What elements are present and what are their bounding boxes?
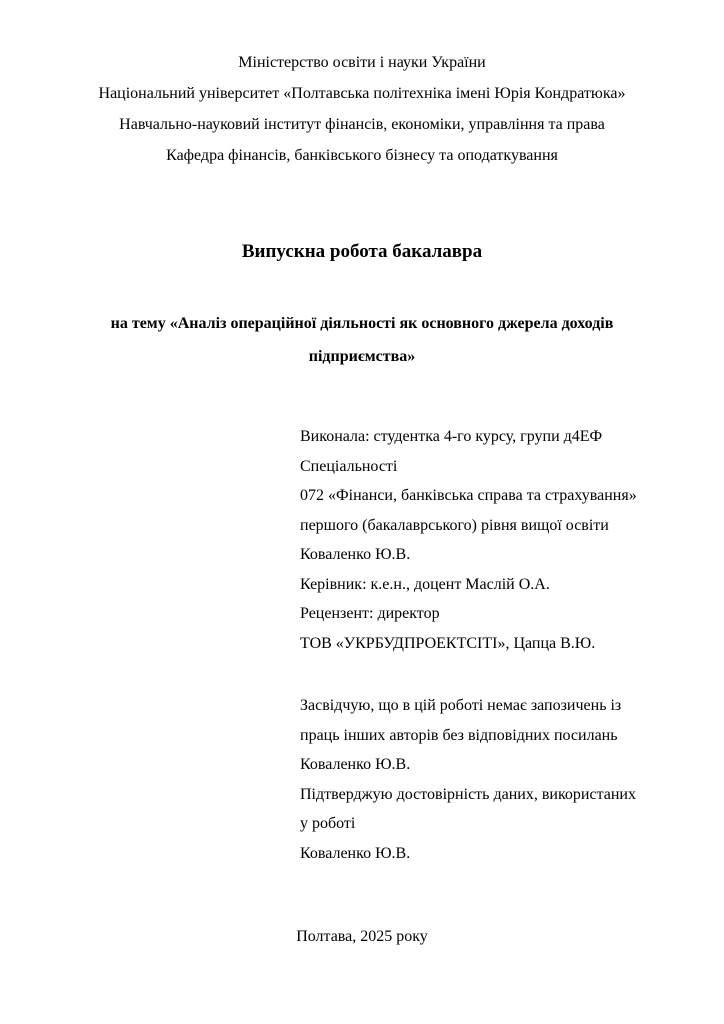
specialty-code-line: 072 «Фінанси, банківська справа та страхування» (300, 487, 637, 504)
data-accuracy-line-1: Підтверджую достовірність даних, використаних (300, 785, 636, 803)
reviewer-company-line: ТОВ «УКРБУДПРОЕКТСІТІ», Цапца В.Ю. (300, 634, 596, 652)
no-plagiarism-line-1: Засвідчую, що в цій роботі немає запозичень із (300, 697, 622, 714)
subtitle-line-1: на тему «Аналіз операційної діяльності як основного джерела доходів (110, 315, 614, 332)
department-line: Кафедра фінансів, банківського бізнесу та оподаткування (166, 147, 558, 164)
signature-name-line-1: Коваленко Ю.В. (300, 756, 411, 773)
education-level-line: першого (бакалаврського) рівня вищої освіти (300, 516, 609, 534)
document-footer (0, 927, 724, 947)
data-accuracy-line-2: у роботі (300, 815, 356, 832)
performer-block (300, 422, 680, 658)
city-year-line: Полтава, 2025 року (296, 928, 428, 945)
student-name-line: Коваленко Ю.В. (300, 546, 411, 563)
document-subtitle (0, 307, 724, 373)
university-line: Національний університет «Полтавська політехніка імені Юрія Кондратюка» (98, 85, 626, 102)
document-title: Випускна робота бакалавра (241, 241, 483, 262)
specialty-label-line: Спеціальності (300, 457, 398, 475)
document-header (0, 0, 724, 171)
signature-name-line-2: Коваленко Ю.В. (300, 844, 411, 862)
performer-line: Виконала: студентка 4-го курсу, групи д4ЕФ (300, 428, 603, 445)
institute-line: Навчально-науковий інститут фінансів, економіки, управління та права (119, 116, 605, 133)
supervisor-line: Керівник: к.е.н., доцент Маслій О.А. (300, 575, 550, 593)
reviewer-line: Рецензент: директор (300, 605, 440, 622)
ministry-line: Міністерство освіти і науки України (238, 54, 486, 71)
no-plagiarism-line-2: праць інших авторів без відповідних посилань (300, 726, 618, 744)
subtitle-line-2: підприємства» (308, 348, 416, 365)
attestation-block (300, 691, 680, 868)
